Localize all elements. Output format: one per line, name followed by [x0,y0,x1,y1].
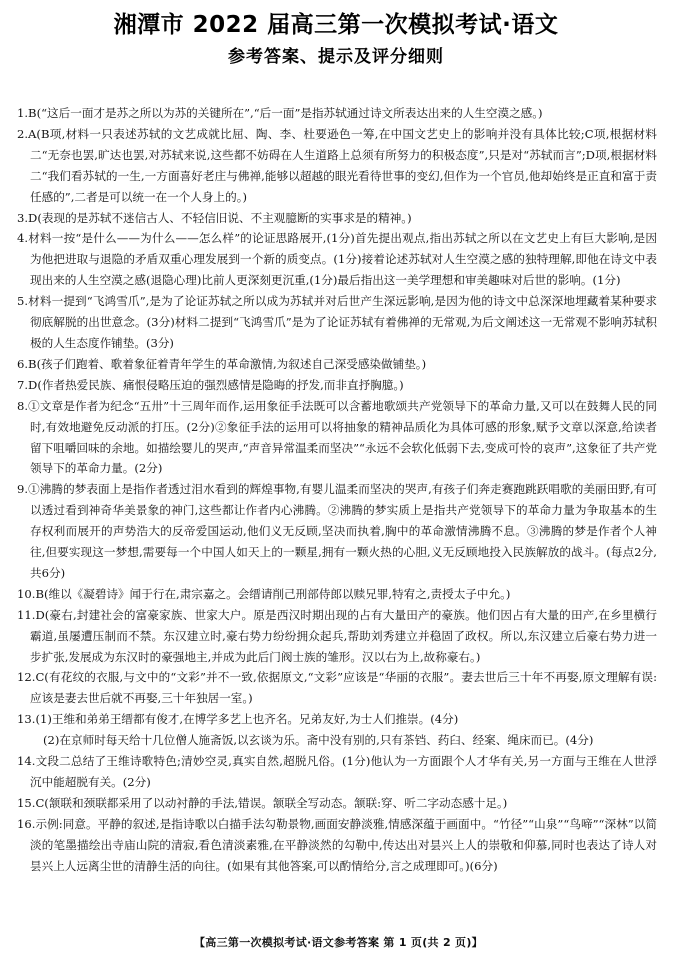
answer-item: 11.D(豪右,封建社会的富豪家族、世家大户。原是西汉时期出现的占有大量田产的豪族。他们因占有大量的田产,在乡里横行霸道,虽屡遭压制而不禁。东汉建立时,豪右势力纷纷拥众起兵,帮助刘秀建立并稳固了政权。所以,东汉建立后豪右势力进一步扩张,发展成为东汉时的豪强地主,并成为此后门阀士族的雏形。汉以右为上,故称豪右。) [17,607,657,664]
answer-item: 5.材料一提到“飞鸿雪爪”,是为了论证苏轼之所以成为苏轼并对后世产生深远影响,是因为他的诗文中总深深地埋藏着某种要求彻底解脱的出世意念。(3分)材料二提到“飞鸿雪爪”是为了论证苏轼有着佛禅的无常观,为后文阐述这一无常观不影响苏轼积极的人生态度作铺垫。(3分) [17,294,657,350]
answer-item: 14.文段二总结了王维诗歌特色;清妙空灵,真实自然,超脱凡俗。(1分)他认为一方面跟个人才华有关,另一方面与王维在人世浮沉中能超脱有关。(2分) [17,754,657,789]
answer-item: 3.D(表现的是苏轼不迷信古人、不轻信旧说、不主观臆断的实事求是的精神。) [17,210,412,225]
answer-item: 12.C(有花纹的衣服,与文中的“文彩”并不一致,依据原文,“文彩”应该是“华丽的衣服”。妻去世后三十年不再娶,原文理解有误:应该是妻去世后就不再娶,三十年独居一室。) [17,670,657,706]
answer-item: 6.B(孩子们跑着、歌着象征着青年学生的革命激情,为叙述自己深受感染做铺垫。) [17,356,427,371]
answer-list [17,103,657,877]
answer-item: 10.B(维以《凝碧诗》闻于行在,肃宗嘉之。会缙请削己刑部侍郎以赎兄罪,特宥之,责授太子中允。) [17,586,511,601]
answer-item-13 [17,709,657,751]
answer-item: 7.D(作者热爱民族、痛恨侵略压迫的强烈感情是隐晦的抒发,而非直抒胸臆。) [17,377,404,392]
answer-item: 1.B(“这后一面才是苏之所以为苏的关键所在”,“后一面”是指苏轼通过诗文所表达出来的人生空漠之感。) [17,106,543,120]
page-footer: 【高三第一次模拟考试·语文参考答案 第 1 页(共 2 页)】 [194,936,483,949]
answer-item: 16.示例:同意。平静的叙述,是指诗歌以白描手法勾勒景物,画面安静淡雅,情感深蕴于画面中。“竹径”“山泉”“鸟啼”“深林”以简淡的笔墨描绘出寺庙山院的清寂,看色清淡素雅,在平静淡然的勾勒中,传达出对昙兴上人的崇敬和仰慕,同时也表达了诗人对昙兴上人远离尘世的清静生活的向往。(如果有其他答案,可以酌情给分,言之成理即可。)(6分) [17,816,657,873]
document-title: 湘潭市 2022 届高三第一次模拟考试·语文 [113,12,559,38]
answer-item: 2.A(B项,材料一只表述苏轼的文艺成就比屈、陶、李、杜要逊色一筹,在中国文艺史上的影响并没有具体比较;C项,根据材料二“无奈也罢,旷达也罢,对苏轼来说,这些都不妨碍在人生道路上总须有所努力的积极态度”,只是对“苏轼而言”;D项,根据材料二“我们看苏轼的一生,一方面喜好老庄与佛禅,能够以超越的眼光看待世事的变幻,但作为一个官员,他却始终是正直和富于责任感的”,二者是可以统一在一个人身上的。) [17,126,657,204]
answer-13-part-1: 13.(1)王维和弟弟王缙都有俊才,在博学多艺上也齐名。兄弟友好,为士人们推崇。(4分) [17,712,459,727]
document-subtitle: 参考答案、提示及评分细则 [228,47,444,67]
answer-item: 9.①沸腾的梦表面上是指作者透过泪水看到的辉煌事物,有婴儿温柔而坚决的哭声,有孩子们奔走赛跑跳跃唱歌的美丽田野,有可以透过看到神奇华美景象的神门,这些都让作者内心沸腾。②沸腾的梦实质上是指共产党领导下的革命力量为争取基本的生存权利而展开的声势浩大的反帝爱国运动,他们义无反顾,坚决而执着,胸中的革命激情沸腾不息。③沸腾的梦是作者个人神往,但要实现这一梦想,需要每一个中国人如天上的一颗星,拥有一颗火热的心胆,义无反顾地投入民族解放的战斗。(每点2分,共6分) [17,482,657,580]
answer-item: 8.①文章是作者为纪念“五卅”十三周年而作,运用象征手法既可以含蓄地歌颂共产党领导下的革命力量,又可以在鼓舞人民的同时,有效地避免反动派的打压。(2分)②象征手法的运用可以将抽象的精神品质化为具体可感的形象,赋予文章以深意,给读者留下咀嚼回味的余地。如描绘婴儿的哭声,“声音异常温柔而坚决”“永远不会软化低弱下去,变成可怜的哀声”,这象征了共产党领导下的革命力量。(2分) [17,398,657,476]
answer-item: 15.C(颔联和颈联都采用了以动衬静的手法,错误。颔联全写动态。颔联:穿、听二字动态感十足。) [17,795,508,810]
answer-item: 4.材料一按“是什么——为什么——怎么样”的论证思路展开,(1分)首先提出观点,指出苏轼之所以在文艺史上有巨大影响,是因为他把进取与退隐的矛盾双重心理发展到一个新的质变点。(1分)接着论述苏轼对人生空漠之感的独特理解,即他在诗文中表现出来的人生空漠之感(退隐心理)比前人更深刻更沉重,(1分)最后指出这一美学理想和审美趣味对后世的影响。(1分) [17,231,657,288]
answer-13-part-2: (2)在京师时每天给十几位僧人施斋饭,以玄谈为乐。斋中没有别的,只有茶铛、药臼、经案、绳床而已。(4分) [43,733,594,748]
